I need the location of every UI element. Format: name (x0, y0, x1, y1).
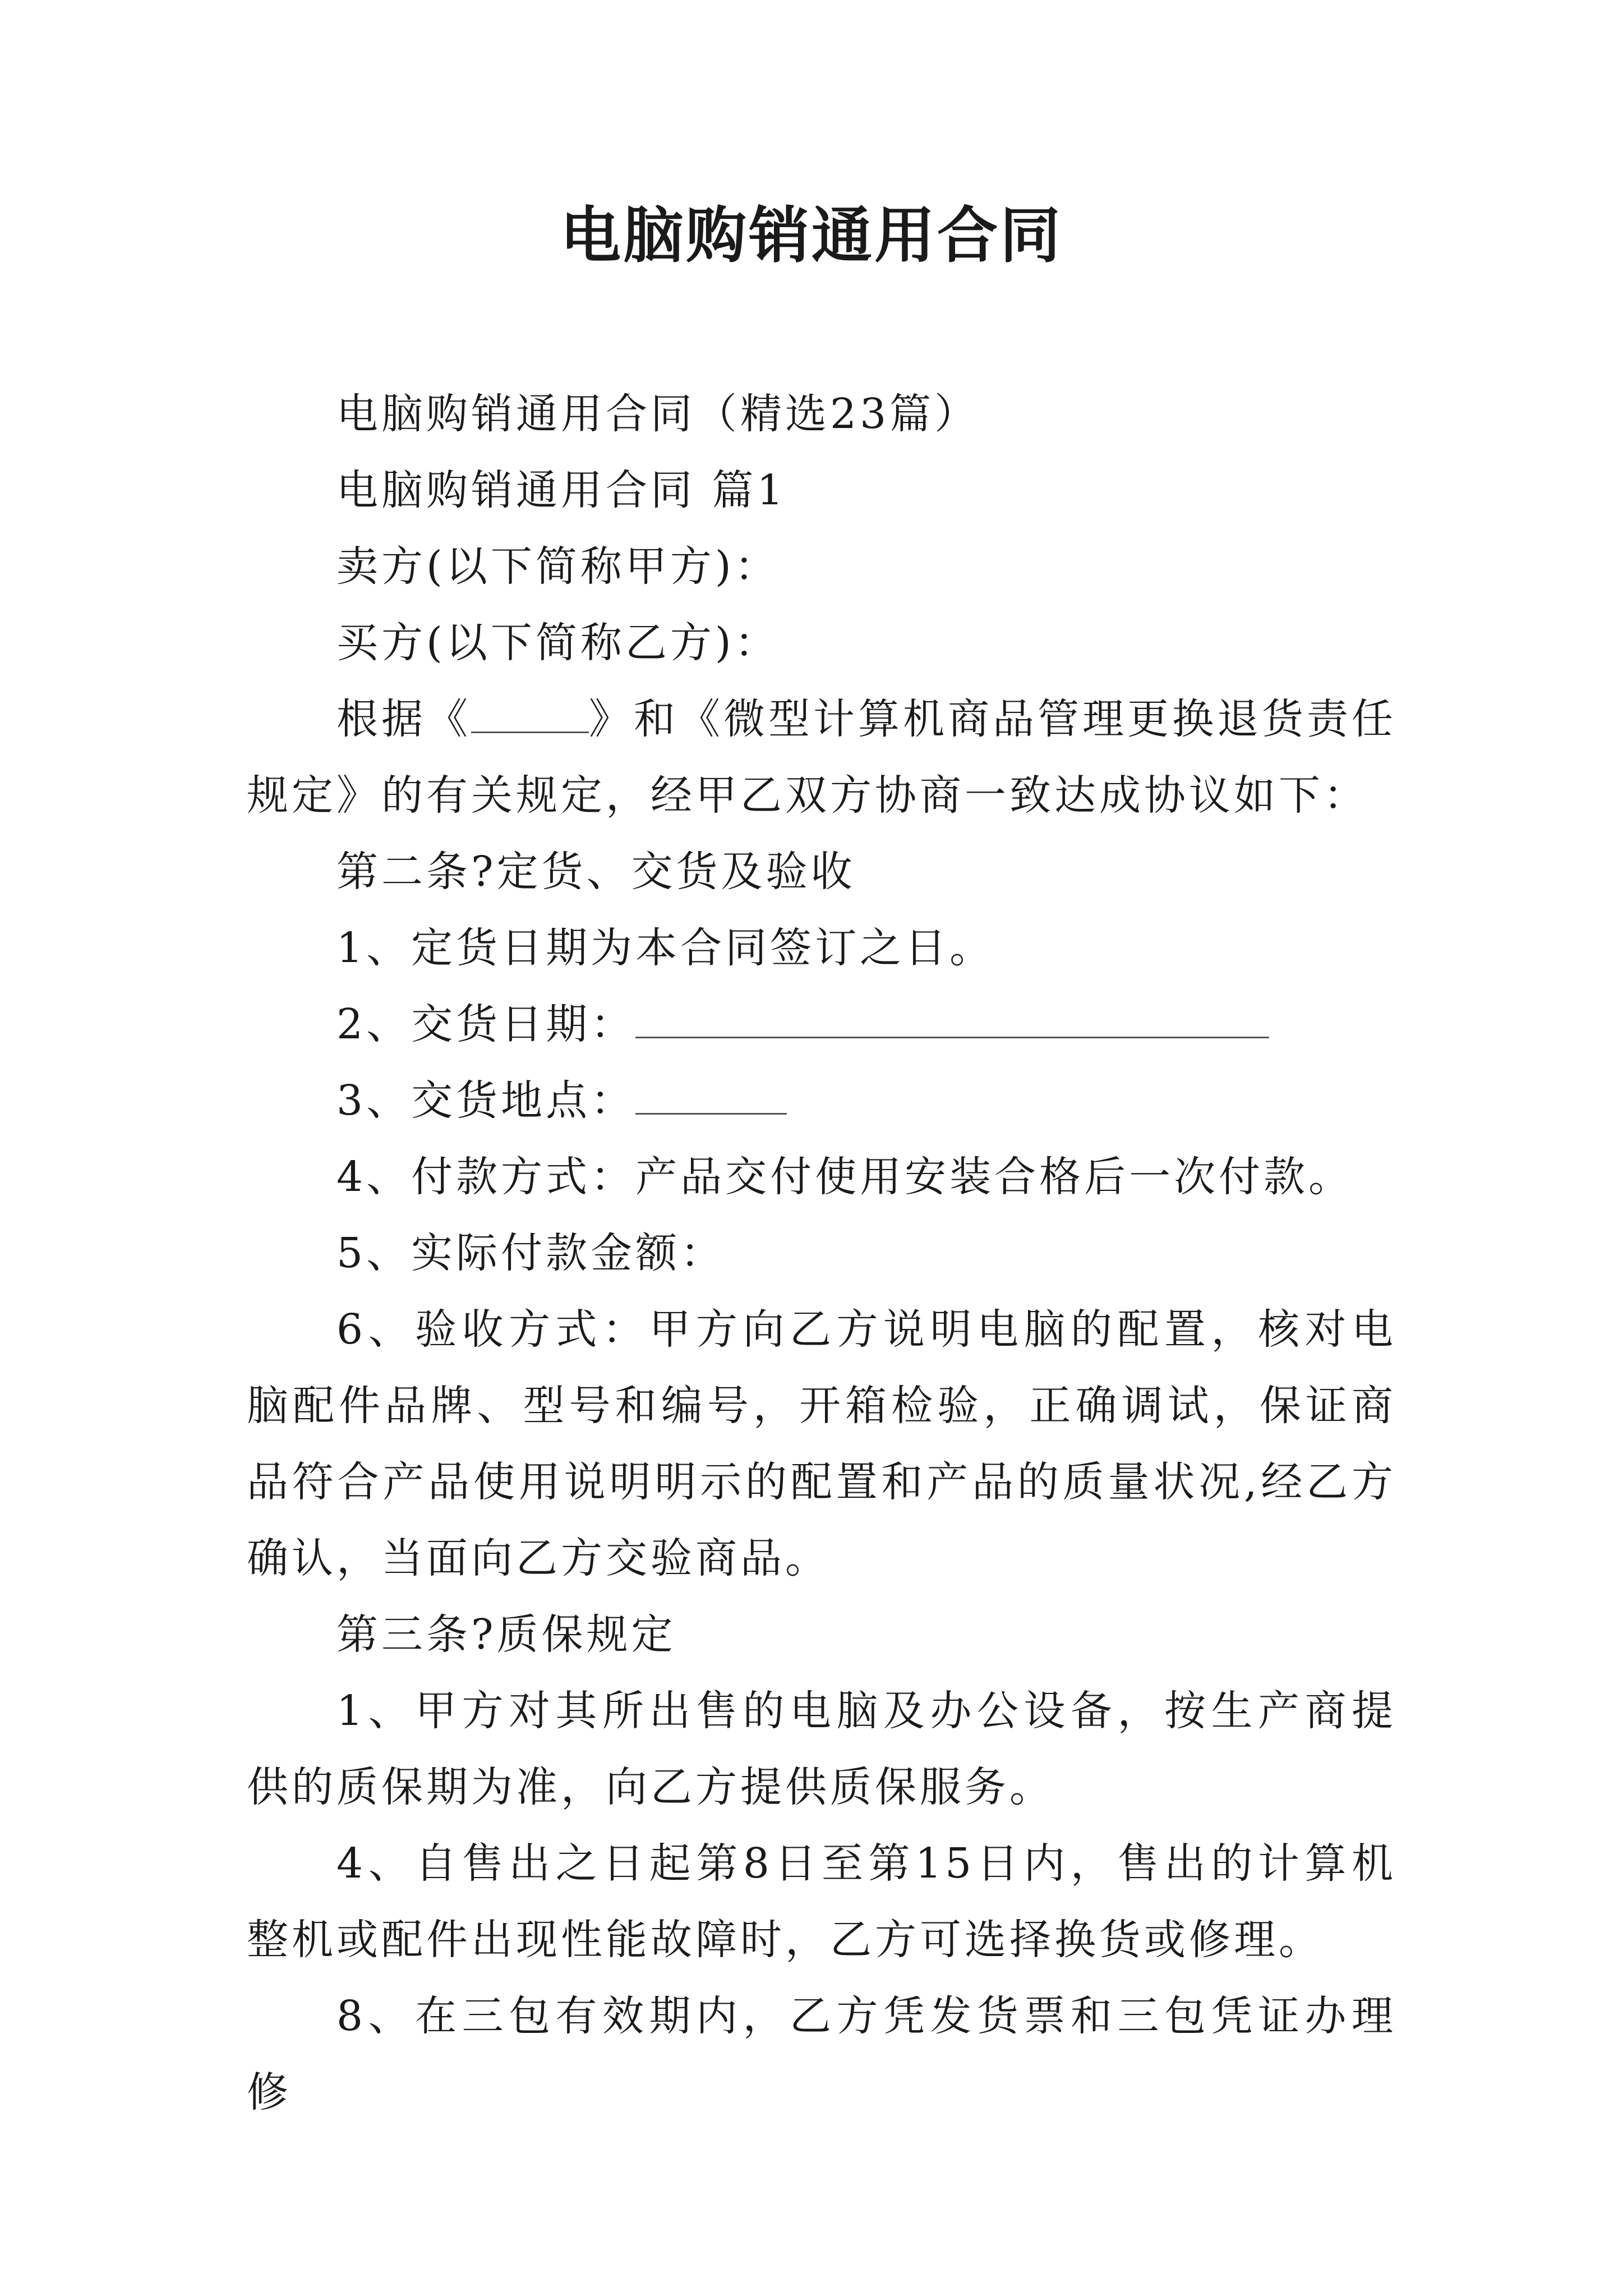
article-2-item-3 (247, 1062, 1396, 1139)
article-3-item-1: 1、甲方对其所出售的电脑及办公设备，按生产商提供的质保期为准，向乙方提供质保服务。 (247, 1687, 1396, 1811)
chapter-heading: 电脑购销通用合同 篇1 (336, 466, 787, 514)
regulation-name-blank (471, 687, 589, 733)
article-2-item-6: 6、验收方式：甲方向乙方说明电脑的配置，核对电脑配件品牌、型号和编号，开箱检验，正确调试，保证商品符合产品使用说明明示的配置和产品的质量状况,经乙方确认，当面向乙方交验商品。 (247, 1305, 1396, 1582)
subtitle: 电脑购销通用合同（精选23篇） (336, 390, 980, 438)
article-3-item-4: 4、自售出之日起第8日至第15日内，售出的计算机整机或配件出现性能故障时，乙方可选择换货或修理。 (247, 1839, 1396, 1964)
document-title: 电脑购销通用合同 (560, 200, 1063, 271)
article-2-item-2 (247, 986, 1396, 1062)
article-2-item-5: 5、实际付款金额： (336, 1229, 726, 1277)
buyer-line: 买方(以下简称乙方)： (336, 619, 780, 667)
basis-post: 》和《微型计算机商品管理更换退货责任规定》的有关规定，经甲乙双方协商一致达成协议如下： (247, 695, 1396, 820)
article-2-title: 第二条?定货、交货及验收 (336, 848, 856, 896)
basis-paragraph (247, 681, 1396, 834)
delivery-place-blank (635, 1068, 787, 1115)
delivery-place-label: 3、交货地点： (336, 1076, 636, 1125)
seller-line: 卖方(以下简称甲方)： (336, 542, 780, 591)
delivery-date-label: 2、交货日期： (336, 1000, 636, 1048)
article-2-item-1: 1、定货日期为本合同签订之日。 (336, 924, 995, 972)
delivery-date-blank (635, 992, 1269, 1038)
basis-pre: 根据《 (336, 695, 471, 743)
article-3-title: 第三条?质保规定 (336, 1611, 676, 1659)
article-2-item-4: 4、付款方式：产品交付使用安装合格后一次付款。 (336, 1153, 1354, 1201)
article-3-item-8: 8、在三包有效期内，乙方凭发货票和三包凭证办理修 (247, 1992, 1396, 2116)
document-body (247, 376, 1396, 2131)
